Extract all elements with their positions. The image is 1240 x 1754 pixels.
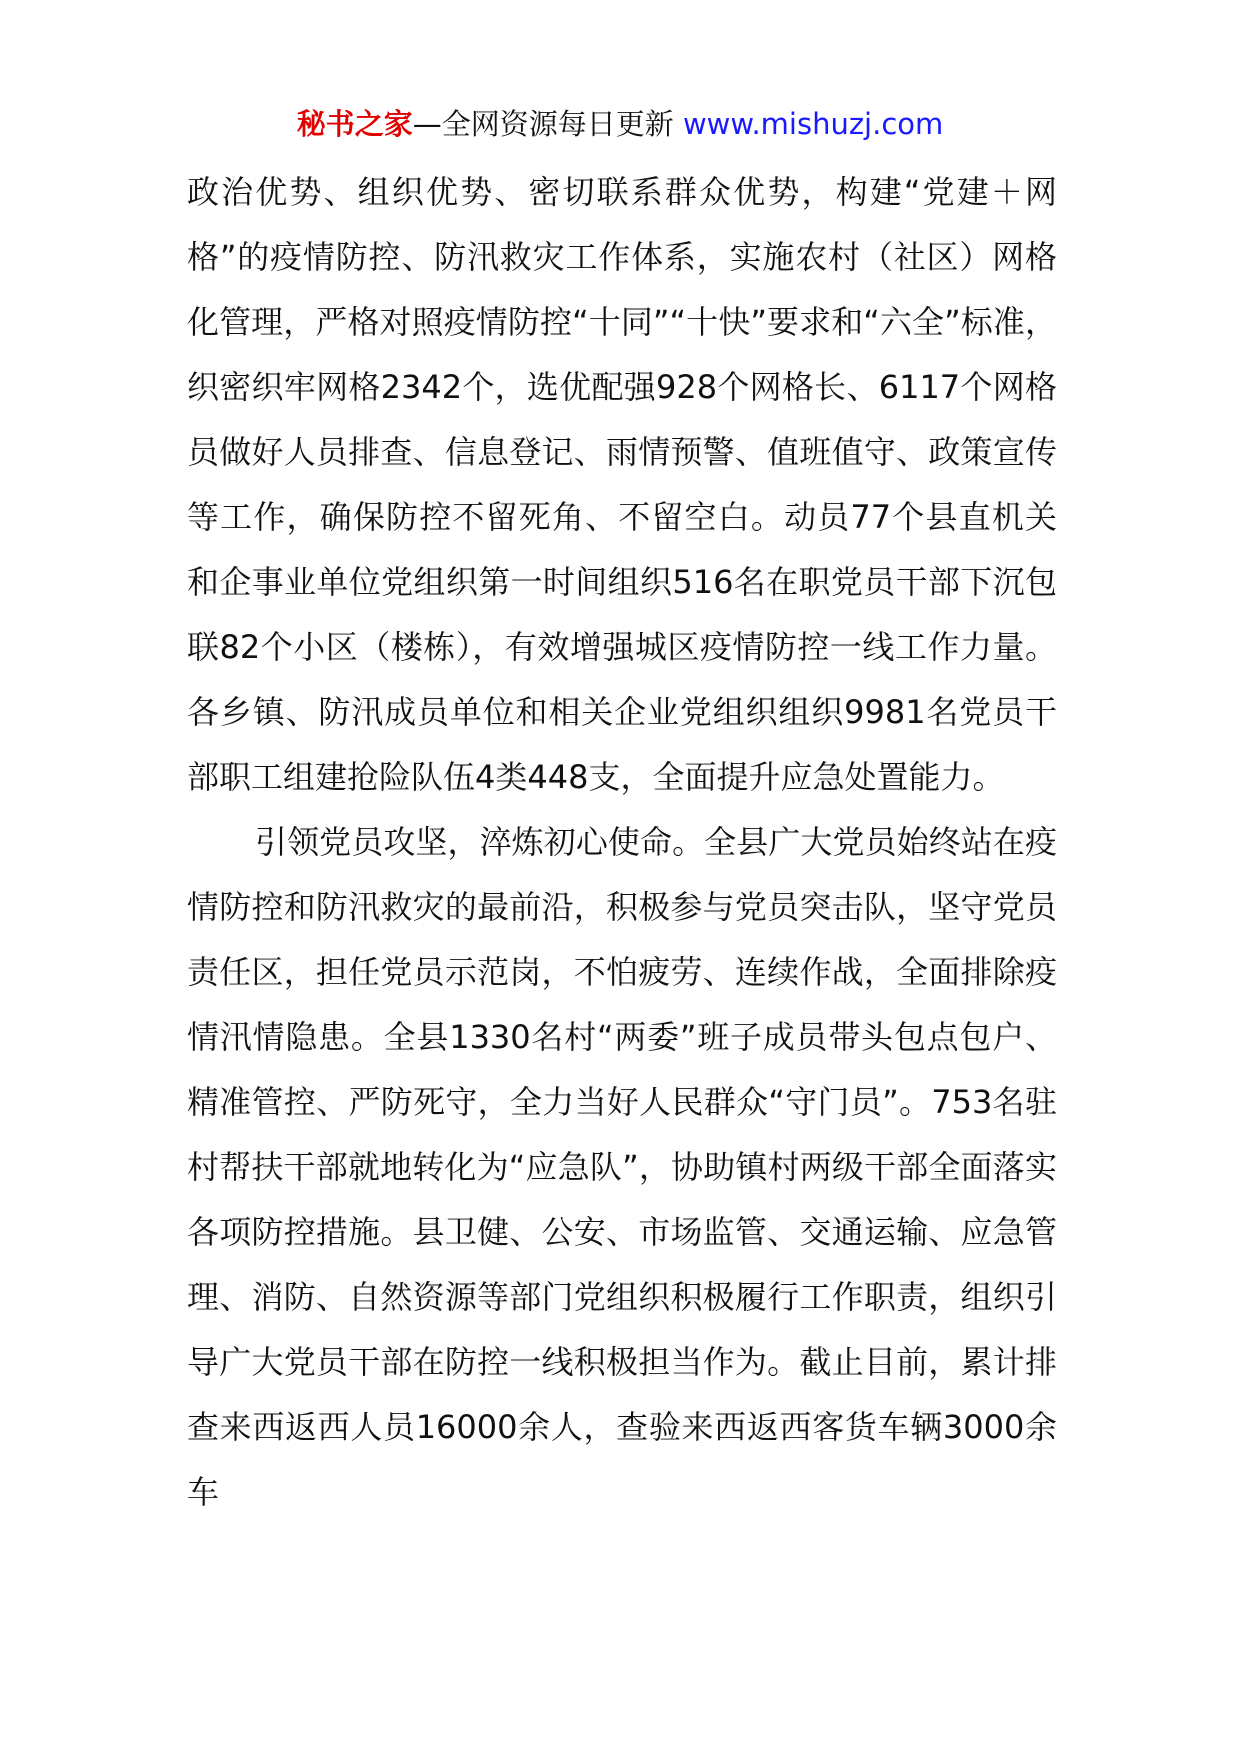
paragraph-1: 政治优势、组织优势、密切联系群众优势，构建“党建＋网格”的疫情防控、防汛救灾工作体系，实施农村（社区）网格化管理，严格对照疫情防控“十同”“十快”要求和“六全”标准，织密织牢网格2342个，选优配强928个网格长、6117个网格员做好人员排查、信息登记、雨情预警、值班值守、政策宣传等工作，确保防控不留死角、不留空白。动员77个县直机关和企事业单位党组织第一时间组织516名在职党员干部下沉包联82个小区（楼栋），有效增强城区疫情防控一线工作力量。各乡镇、防汛成员单位和相关企业党组织组织9981名党员干部职工组建抢险队伍4类448支，全面提升应急处置能力。 <box>187 173 1057 796</box>
page-header <box>0 102 1240 146</box>
document-body <box>187 160 1057 1525</box>
site-url[interactable]: www.mishuzj.com <box>682 107 944 141</box>
brand-name: 秘书之家 <box>296 107 413 141</box>
header-slogan: —全网资源每日更新 <box>412 107 674 141</box>
paragraph-2: 引领党员攻坚，淬炼初心使命。全县广大党员始终站在疫情防控和防汛救灾的最前沿，积极参与党员突击队，坚守党员责任区，担任党员示范岗，不怕疲劳、连续作战，全面排除疫情汛情隐患。全县1330名村“两委”班子成员带头包点包户、精准管控、严防死守，全力当好人民群众“守门员”。753名驻村帮扶干部就地转化为“应急队”，协助镇村两级干部全面落实各项防控措施。县卫健、公安、市场监管、交通运输、应急管理、消防、自然资源等部门党组织积极履行工作职责，组织引导广大党员干部在防控一线积极担当作为。截止目前，累计排查来西返西人员16000余人，查验来西返西客货车辆3000余车 <box>187 823 1057 1511</box>
